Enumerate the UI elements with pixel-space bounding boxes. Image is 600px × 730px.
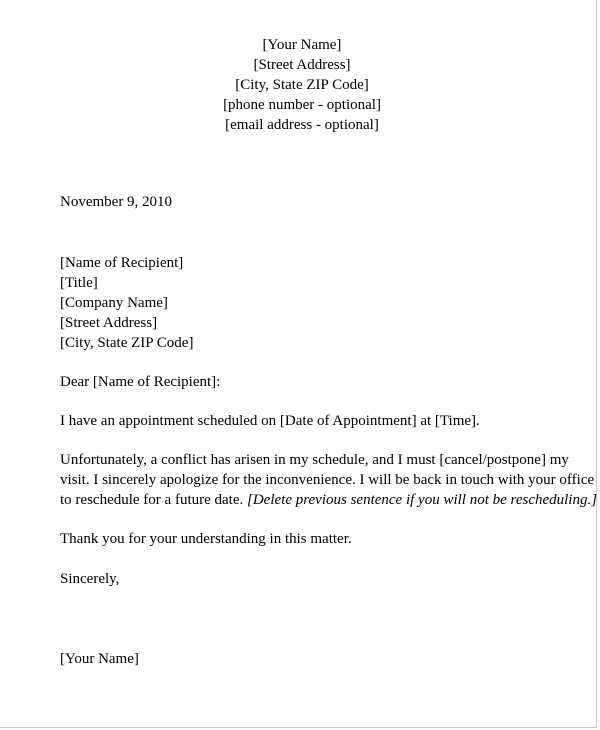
sender-name: [Your Name] xyxy=(262,37,342,53)
recipient-street: [Street Address] xyxy=(60,315,158,331)
salutation: Dear [Name of Recipient]: xyxy=(60,374,221,390)
body-paragraph-2-line-1: Unfortunately, a conflict has arisen in my schedule, and I must [cancel/postpone] my xyxy=(60,452,569,468)
recipient-title: [Title] xyxy=(60,275,98,291)
body-paragraph-1: I have an appointment scheduled on [Date of Appointment] at [Time]. xyxy=(60,413,480,429)
body-paragraph-2-line-3 xyxy=(60,490,598,510)
recipient-address-block xyxy=(60,253,193,353)
letter-date: November 9, 2010 xyxy=(60,194,173,210)
sender-phone: [phone number - optional] xyxy=(223,97,381,113)
recipient-name: [Name of Recipient] xyxy=(60,255,184,271)
reschedule-note: [Delete previous sentence if you will not be rescheduling.] xyxy=(247,492,598,508)
recipient-company: [Company Name] xyxy=(60,295,168,311)
body-paragraph-2-line-3-text: to reschedule for a future date. xyxy=(60,492,244,508)
sender-email: [email address - optional] xyxy=(225,117,379,133)
body-paragraph-2 xyxy=(60,450,598,510)
closing: Sincerely, xyxy=(60,571,120,587)
sender-address-block xyxy=(0,35,600,135)
body-paragraph-3: Thank you for your understanding in this matter. xyxy=(60,531,352,547)
sender-street: [Street Address] xyxy=(253,57,351,73)
recipient-city: [City, State ZIP Code] xyxy=(60,335,194,351)
sender-city: [City, State ZIP Code] xyxy=(235,77,369,93)
body-paragraph-2-line-2: visit. I sincerely apologize for the inconvenience. I will be back in touch with your office xyxy=(60,472,595,488)
signature-name: [Your Name] xyxy=(60,651,139,667)
